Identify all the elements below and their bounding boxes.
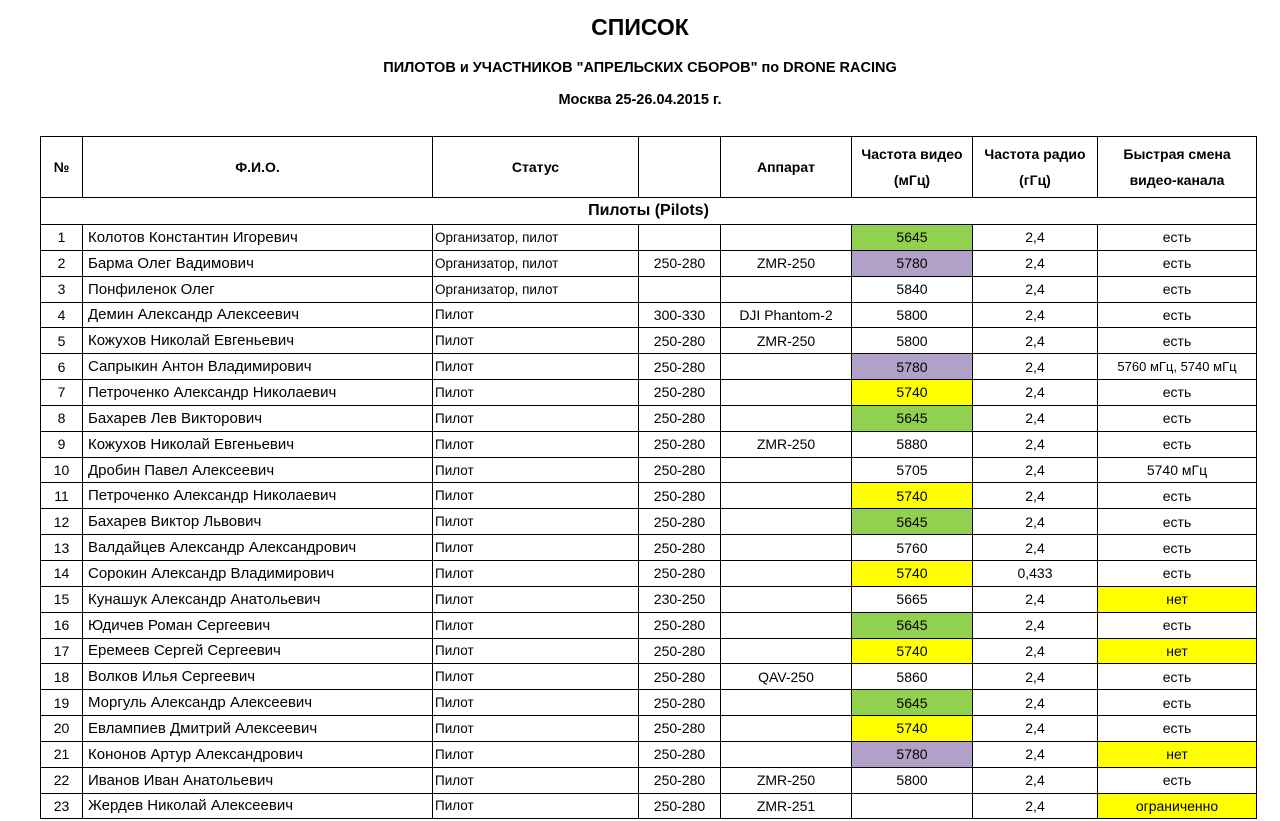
cell-fio: Сапрыкин Антон Владимирович xyxy=(83,354,433,380)
table-row xyxy=(41,638,1257,664)
cell-radio-freq: 2,4 xyxy=(973,612,1098,638)
cell-num: 14 xyxy=(41,560,83,586)
cell-fast-switch: ограниченно xyxy=(1098,793,1257,819)
cell-num: 8 xyxy=(41,405,83,431)
col-header-video-freq: Частота видео (мГц) xyxy=(852,137,973,198)
cell-size: 250-280 xyxy=(639,560,721,586)
cell-status: Пилот xyxy=(433,612,639,638)
cell-size: 250-280 xyxy=(639,716,721,742)
cell-video-freq: 5840 xyxy=(852,276,973,302)
cell-size: 250-280 xyxy=(639,354,721,380)
cell-video-freq: 5645 xyxy=(852,690,973,716)
cell-device: DJI Phantom-2 xyxy=(721,302,852,328)
cell-fast-switch: нет xyxy=(1098,638,1257,664)
cell-status: Пилот xyxy=(433,690,639,716)
cell-num: 19 xyxy=(41,690,83,716)
cell-device xyxy=(721,560,852,586)
col-header-fio: Ф.И.О. xyxy=(83,137,433,198)
cell-size: 250-280 xyxy=(639,638,721,664)
cell-fio: Волков Илья Сергеевич xyxy=(83,664,433,690)
cell-device xyxy=(721,586,852,612)
cell-video-freq: 5800 xyxy=(852,328,973,354)
table-row xyxy=(41,767,1257,793)
cell-size xyxy=(639,225,721,251)
cell-video-freq: 5740 xyxy=(852,483,973,509)
cell-radio-freq: 2,4 xyxy=(973,586,1098,612)
cell-fast-switch: есть xyxy=(1098,431,1257,457)
cell-device: ZMR-250 xyxy=(721,767,852,793)
cell-fast-switch: есть xyxy=(1098,250,1257,276)
cell-video-freq xyxy=(852,793,973,819)
header-row xyxy=(41,137,1257,198)
cell-size: 250-280 xyxy=(639,535,721,561)
cell-video-freq: 5760 xyxy=(852,535,973,561)
cell-fio: Моргуль Александр Алексеевич xyxy=(83,690,433,716)
col-header-num: № xyxy=(41,137,83,198)
cell-fio: Юдичев Роман Сергеевич xyxy=(83,612,433,638)
cell-num: 12 xyxy=(41,509,83,535)
cell-fio: Демин Александр Алексеевич xyxy=(83,302,433,328)
cell-num: 15 xyxy=(41,586,83,612)
cell-fio: Бахарев Виктор Львович xyxy=(83,509,433,535)
cell-radio-freq: 2,4 xyxy=(973,457,1098,483)
cell-status: Организатор, пилот xyxy=(433,276,639,302)
cell-device: ZMR-250 xyxy=(721,328,852,354)
cell-device xyxy=(721,716,852,742)
cell-radio-freq: 2,4 xyxy=(973,793,1098,819)
cell-fast-switch: есть xyxy=(1098,767,1257,793)
table-row xyxy=(41,560,1257,586)
table-row xyxy=(41,741,1257,767)
cell-radio-freq: 2,4 xyxy=(973,302,1098,328)
cell-status: Пилот xyxy=(433,457,639,483)
cell-device xyxy=(721,612,852,638)
cell-status: Пилот xyxy=(433,560,639,586)
cell-device xyxy=(721,457,852,483)
cell-video-freq: 5780 xyxy=(852,741,973,767)
cell-radio-freq: 2,4 xyxy=(973,276,1098,302)
cell-size: 250-280 xyxy=(639,664,721,690)
cell-fio: Дробин Павел Алексеевич xyxy=(83,457,433,483)
cell-fio: Понфиленок Олег xyxy=(83,276,433,302)
cell-size: 250-280 xyxy=(639,690,721,716)
cell-fast-switch: есть xyxy=(1098,716,1257,742)
cell-num: 21 xyxy=(41,741,83,767)
cell-fast-switch: есть xyxy=(1098,612,1257,638)
cell-num: 16 xyxy=(41,612,83,638)
cell-fio: Кононов Артур Александрович xyxy=(83,741,433,767)
cell-fio: Еремеев Сергей Сергеевич xyxy=(83,638,433,664)
cell-size: 250-280 xyxy=(639,457,721,483)
table-row xyxy=(41,431,1257,457)
cell-status: Пилот xyxy=(433,509,639,535)
cell-radio-freq: 2,4 xyxy=(973,483,1098,509)
table-row xyxy=(41,328,1257,354)
cell-fast-switch: есть xyxy=(1098,664,1257,690)
cell-video-freq: 5740 xyxy=(852,716,973,742)
cell-fio: Кунашук Александр Анатольевич xyxy=(83,586,433,612)
cell-fast-switch: есть xyxy=(1098,328,1257,354)
cell-size: 250-280 xyxy=(639,741,721,767)
table-row xyxy=(41,225,1257,251)
cell-video-freq: 5740 xyxy=(852,638,973,664)
cell-status: Пилот xyxy=(433,380,639,406)
cell-device xyxy=(721,741,852,767)
cell-size xyxy=(639,276,721,302)
cell-radio-freq: 2,4 xyxy=(973,716,1098,742)
col-header-size xyxy=(639,137,721,198)
cell-device xyxy=(721,405,852,431)
cell-fio: Бахарев Лев Викторович xyxy=(83,405,433,431)
cell-fio: Колотов Константин Игоревич xyxy=(83,225,433,251)
cell-num: 13 xyxy=(41,535,83,561)
cell-fast-switch: нет xyxy=(1098,741,1257,767)
cell-fio: Валдайцев Александр Александрович xyxy=(83,535,433,561)
cell-num: 7 xyxy=(41,380,83,406)
cell-size: 250-280 xyxy=(639,612,721,638)
cell-size: 250-280 xyxy=(639,509,721,535)
cell-fast-switch: есть xyxy=(1098,535,1257,561)
cell-status: Пилот xyxy=(433,328,639,354)
table-row xyxy=(41,457,1257,483)
section-title: Пилоты (Pilots) xyxy=(41,198,1257,225)
cell-video-freq: 5705 xyxy=(852,457,973,483)
col-header-fast-switch: Быстрая смена видео-канала xyxy=(1098,137,1257,198)
cell-fast-switch: нет xyxy=(1098,586,1257,612)
cell-video-freq: 5645 xyxy=(852,225,973,251)
pilots-table xyxy=(40,136,1257,819)
table-row xyxy=(41,586,1257,612)
cell-video-freq: 5860 xyxy=(852,664,973,690)
cell-size: 250-280 xyxy=(639,767,721,793)
cell-status: Пилот xyxy=(433,741,639,767)
cell-video-freq: 5780 xyxy=(852,250,973,276)
cell-status: Пилот xyxy=(433,793,639,819)
cell-fast-switch: есть xyxy=(1098,225,1257,251)
cell-status: Пилот xyxy=(433,638,639,664)
cell-radio-freq: 2,4 xyxy=(973,250,1098,276)
cell-fio: Кожухов Николай Евгеньевич xyxy=(83,431,433,457)
cell-fast-switch: есть xyxy=(1098,380,1257,406)
section-row xyxy=(41,198,1257,225)
cell-radio-freq: 2,4 xyxy=(973,767,1098,793)
cell-status: Пилот xyxy=(433,535,639,561)
cell-fast-switch: есть xyxy=(1098,302,1257,328)
col-header-device: Аппарат xyxy=(721,137,852,198)
table-row xyxy=(41,535,1257,561)
cell-device xyxy=(721,509,852,535)
cell-size: 250-280 xyxy=(639,431,721,457)
table-row xyxy=(41,405,1257,431)
cell-video-freq: 5880 xyxy=(852,431,973,457)
cell-radio-freq: 0,433 xyxy=(973,560,1098,586)
cell-radio-freq: 2,4 xyxy=(973,405,1098,431)
cell-fast-switch: есть xyxy=(1098,483,1257,509)
table-row xyxy=(41,483,1257,509)
cell-num: 2 xyxy=(41,250,83,276)
cell-status: Организатор, пилот xyxy=(433,225,639,251)
cell-radio-freq: 2,4 xyxy=(973,509,1098,535)
cell-device xyxy=(721,690,852,716)
cell-num: 3 xyxy=(41,276,83,302)
cell-radio-freq: 2,4 xyxy=(973,328,1098,354)
table-row xyxy=(41,302,1257,328)
cell-status: Пилот xyxy=(433,354,639,380)
cell-num: 6 xyxy=(41,354,83,380)
table-row xyxy=(41,716,1257,742)
col-header-status: Статус xyxy=(433,137,639,198)
cell-radio-freq: 2,4 xyxy=(973,380,1098,406)
cell-video-freq: 5645 xyxy=(852,405,973,431)
cell-fast-switch: есть xyxy=(1098,405,1257,431)
cell-fast-switch: есть xyxy=(1098,276,1257,302)
cell-status: Пилот xyxy=(433,405,639,431)
cell-status: Пилот xyxy=(433,664,639,690)
cell-fio: Евлампиев Дмитрий Алексеевич xyxy=(83,716,433,742)
document-subtitle: ПИЛОТОВ и УЧАСТНИКОВ "АПРЕЛЬСКИХ СБОРОВ" по DRONE RACING xyxy=(383,60,897,76)
location-date: Москва 25-26.04.2015 г. xyxy=(558,92,722,108)
cell-video-freq: 5780 xyxy=(852,354,973,380)
cell-status: Пилот xyxy=(433,767,639,793)
table-row xyxy=(41,276,1257,302)
cell-size: 250-280 xyxy=(639,380,721,406)
cell-device: QAV-250 xyxy=(721,664,852,690)
cell-device xyxy=(721,225,852,251)
cell-num: 11 xyxy=(41,483,83,509)
cell-device: ZMR-251 xyxy=(721,793,852,819)
table-row xyxy=(41,690,1257,716)
cell-video-freq: 5740 xyxy=(852,380,973,406)
cell-fio: Кожухов Николай Евгеньевич xyxy=(83,328,433,354)
cell-device xyxy=(721,638,852,664)
cell-radio-freq: 2,4 xyxy=(973,354,1098,380)
cell-fio: Иванов Иван Анатольевич xyxy=(83,767,433,793)
cell-video-freq: 5645 xyxy=(852,509,973,535)
cell-status: Пилот xyxy=(433,431,639,457)
cell-radio-freq: 2,4 xyxy=(973,535,1098,561)
cell-num: 20 xyxy=(41,716,83,742)
table-row xyxy=(41,509,1257,535)
table-row xyxy=(41,250,1257,276)
cell-device xyxy=(721,483,852,509)
cell-video-freq: 5740 xyxy=(852,560,973,586)
table-row xyxy=(41,380,1257,406)
cell-size: 300-330 xyxy=(639,302,721,328)
cell-status: Организатор, пилот xyxy=(433,250,639,276)
cell-num: 23 xyxy=(41,793,83,819)
cell-fio: Петроченко Александр Николаевич xyxy=(83,483,433,509)
cell-radio-freq: 2,4 xyxy=(973,690,1098,716)
cell-num: 17 xyxy=(41,638,83,664)
cell-fast-switch: есть xyxy=(1098,560,1257,586)
cell-num: 18 xyxy=(41,664,83,690)
cell-device xyxy=(721,535,852,561)
cell-fast-switch: 5760 мГц, 5740 мГц xyxy=(1098,354,1257,380)
cell-status: Пилот xyxy=(433,586,639,612)
cell-radio-freq: 2,4 xyxy=(973,638,1098,664)
cell-radio-freq: 2,4 xyxy=(973,431,1098,457)
cell-num: 5 xyxy=(41,328,83,354)
cell-size: 250-280 xyxy=(639,328,721,354)
cell-num: 10 xyxy=(41,457,83,483)
cell-size: 250-280 xyxy=(639,793,721,819)
col-header-radio-freq: Частота радио (гГц) xyxy=(973,137,1098,198)
cell-video-freq: 5800 xyxy=(852,767,973,793)
cell-radio-freq: 2,4 xyxy=(973,225,1098,251)
cell-fio: Жердев Николай Алексеевич xyxy=(83,793,433,819)
cell-num: 1 xyxy=(41,225,83,251)
cell-video-freq: 5800 xyxy=(852,302,973,328)
table-row xyxy=(41,354,1257,380)
cell-device xyxy=(721,380,852,406)
cell-fio: Барма Олег Вадимович xyxy=(83,250,433,276)
cell-status: Пилот xyxy=(433,483,639,509)
cell-size: 230-250 xyxy=(639,586,721,612)
cell-fio: Сорокин Александр Владимирович xyxy=(83,560,433,586)
cell-fast-switch: есть xyxy=(1098,509,1257,535)
table-row xyxy=(41,664,1257,690)
table-row xyxy=(41,793,1257,819)
cell-status: Пилот xyxy=(433,302,639,328)
cell-video-freq: 5645 xyxy=(852,612,973,638)
cell-device: ZMR-250 xyxy=(721,431,852,457)
table-row xyxy=(41,612,1257,638)
cell-num: 4 xyxy=(41,302,83,328)
cell-radio-freq: 2,4 xyxy=(973,741,1098,767)
cell-fast-switch: 5740 мГц xyxy=(1098,457,1257,483)
cell-device xyxy=(721,276,852,302)
cell-size: 250-280 xyxy=(639,405,721,431)
cell-size: 250-280 xyxy=(639,483,721,509)
cell-device: ZMR-250 xyxy=(721,250,852,276)
cell-fast-switch: есть xyxy=(1098,690,1257,716)
cell-device xyxy=(721,354,852,380)
cell-num: 22 xyxy=(41,767,83,793)
cell-video-freq: 5665 xyxy=(852,586,973,612)
document-title: СПИСОК xyxy=(591,14,689,40)
cell-fio: Петроченко Александр Николаевич xyxy=(83,380,433,406)
cell-radio-freq: 2,4 xyxy=(973,664,1098,690)
cell-num: 9 xyxy=(41,431,83,457)
cell-size: 250-280 xyxy=(639,250,721,276)
cell-status: Пилот xyxy=(433,716,639,742)
